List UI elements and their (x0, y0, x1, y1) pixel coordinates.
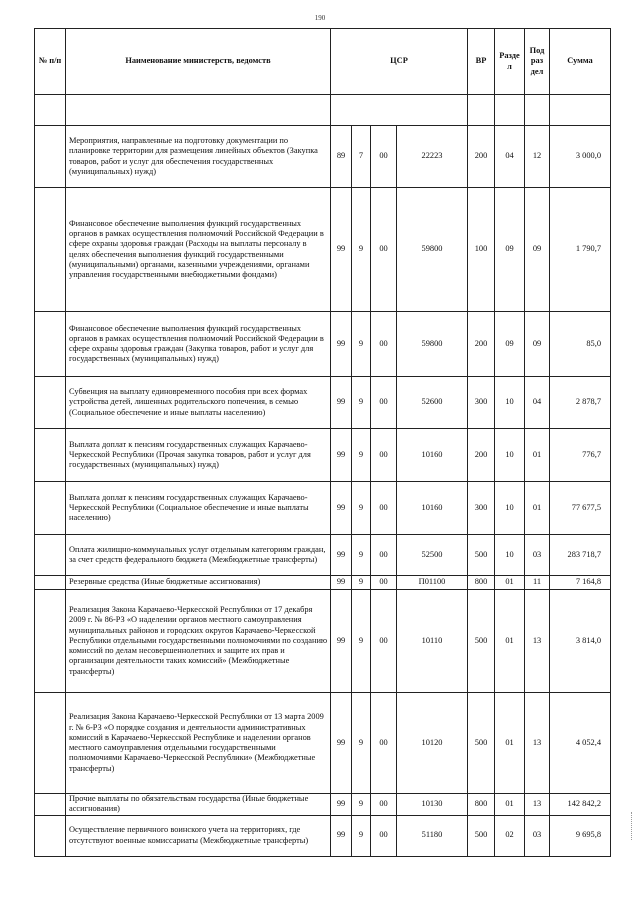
cell-num (35, 576, 66, 590)
cell-summa: 283 718,7 (550, 535, 611, 576)
cell-csr-1: 99 (331, 590, 352, 693)
cell-csr-3: 00 (371, 482, 397, 535)
cell-summa: 3 814,0 (550, 590, 611, 693)
cell-razdel: 09 (495, 312, 525, 377)
header-name: Наименование министерств, ведомств (66, 29, 331, 95)
cell-vr: 200 (468, 429, 495, 482)
cell-razdel: 10 (495, 535, 525, 576)
cell-razdel: 10 (495, 482, 525, 535)
cell-csr-4: 51180 (397, 815, 468, 856)
table-row (35, 482, 611, 535)
table-row (35, 794, 611, 816)
scan-margin-marks (631, 812, 634, 840)
table-body (35, 126, 611, 857)
cell-csr-2: 9 (352, 590, 371, 693)
cell-csr-1: 99 (331, 576, 352, 590)
table-header-row (35, 29, 611, 95)
cell-name: Финансовое обеспечение выполнения функций государственных органов в рамках осуществления полномочий Российской Федерации в сфере охраны здоровья граждан (Закупка товаров, работ и услуг для государственных (муниципальных) нужд) (66, 312, 331, 377)
cell-razdel: 02 (495, 815, 525, 856)
cell-podrazdel: 01 (525, 429, 550, 482)
cell-num (35, 815, 66, 856)
cell-csr-3: 00 (371, 815, 397, 856)
cell-csr-1: 99 (331, 535, 352, 576)
cell-csr-1: 99 (331, 377, 352, 429)
cell-razdel: 01 (495, 590, 525, 693)
cell-razdel: 10 (495, 429, 525, 482)
cell-csr-1: 89 (331, 126, 352, 188)
cell-podrazdel: 04 (525, 377, 550, 429)
table-row (35, 126, 611, 188)
cell-csr-3: 00 (371, 693, 397, 794)
cell-csr-3: 00 (371, 794, 397, 816)
cell-summa: 7 164,8 (550, 576, 611, 590)
cell-csr-2: 9 (352, 482, 371, 535)
cell-csr-2: 9 (352, 188, 371, 312)
cell-csr-4: 10130 (397, 794, 468, 816)
cell-summa: 4 052,4 (550, 693, 611, 794)
cell-name: Реализация Закона Карачаево-Черкесской Республики от 17 декабря 2009 г. № 86-РЗ «О наделении органов местного самоуправления муниципальных районов и городских округов Карачаево-Черкесской Республики отдельными государственными полномочиями по созданию комиссий по делам несовершеннолетних и защите их прав и организации деятельности таких комиссий» (Межбюджетные трансферты) (66, 590, 331, 693)
cell-csr-4: П01100 (397, 576, 468, 590)
cell-csr-1: 99 (331, 815, 352, 856)
cell-csr-2: 9 (352, 377, 371, 429)
cell-vr: 500 (468, 535, 495, 576)
cell-razdel: 04 (495, 126, 525, 188)
table-row (35, 693, 611, 794)
cell-csr-1: 99 (331, 188, 352, 312)
table-spacer-row (35, 95, 611, 126)
cell-csr-3: 00 (371, 312, 397, 377)
budget-table (34, 28, 611, 857)
header-num: № п/п (35, 29, 66, 95)
cell-csr-1: 99 (331, 429, 352, 482)
header-razdel: Разде л (495, 29, 525, 95)
table-row (35, 429, 611, 482)
cell-csr-2: 9 (352, 794, 371, 816)
cell-vr: 500 (468, 693, 495, 794)
cell-csr-1: 99 (331, 693, 352, 794)
cell-podrazdel: 13 (525, 693, 550, 794)
cell-csr-4: 10160 (397, 429, 468, 482)
cell-csr-4: 59800 (397, 312, 468, 377)
cell-csr-3: 00 (371, 188, 397, 312)
cell-summa: 77 677,5 (550, 482, 611, 535)
cell-podrazdel: 09 (525, 188, 550, 312)
cell-num (35, 429, 66, 482)
cell-razdel: 01 (495, 794, 525, 816)
page-number: 190 (314, 14, 326, 22)
cell-name: Осуществление первичного воинского учета на территориях, где отсутствуют военные комиссариаты (Межбюджетные трансферты) (66, 815, 331, 856)
cell-summa: 2 878,7 (550, 377, 611, 429)
cell-razdel: 09 (495, 188, 525, 312)
cell-vr: 800 (468, 794, 495, 816)
cell-name: Прочие выплаты по обязательствам государства (Иные бюджетные ассигнования) (66, 794, 331, 816)
cell-csr-1: 99 (331, 312, 352, 377)
cell-podrazdel: 03 (525, 815, 550, 856)
table-row (35, 535, 611, 576)
cell-podrazdel: 13 (525, 590, 550, 693)
cell-csr-3: 00 (371, 576, 397, 590)
cell-csr-2: 9 (352, 535, 371, 576)
cell-name: Выплата доплат к пенсиям государственных служащих Карачаево-Черкесской Республики (Социальное обеспечение и иные выплаты населению) (66, 482, 331, 535)
cell-csr-4: 52500 (397, 535, 468, 576)
cell-podrazdel: 03 (525, 535, 550, 576)
cell-csr-1: 99 (331, 794, 352, 816)
cell-csr-2: 9 (352, 312, 371, 377)
cell-num (35, 312, 66, 377)
table-row (35, 377, 611, 429)
cell-num (35, 126, 66, 188)
cell-razdel: 10 (495, 377, 525, 429)
table-row (35, 576, 611, 590)
cell-vr: 200 (468, 312, 495, 377)
cell-name: Мероприятия, направленные на подготовку документации по планировке территории для размещения линейных объектов (Закупка товаров, работ и услуг для обеспечения государственных (муниципальных) нужд) (66, 126, 331, 188)
cell-csr-2: 9 (352, 429, 371, 482)
cell-num (35, 590, 66, 693)
cell-csr-4: 10110 (397, 590, 468, 693)
cell-vr: 100 (468, 188, 495, 312)
cell-name: Реализация Закона Карачаево-Черкесской Республики от 13 марта 2009 г. № 6-РЗ «О порядке создания и деятельности административных комиссий в Карачаево-Черкесской Республике и наделении органов местного самоуправления отдельными государственными полномочиями Карачаево-Черкесской Республики» (Межбюджетные трансферты) (66, 693, 331, 794)
header-vr: ВР (468, 29, 495, 95)
cell-name: Оплата жилищно-коммунальных услуг отдельным категориям граждан, за счет средств федерального бюджета (Межбюджетные трансферты) (66, 535, 331, 576)
cell-razdel: 01 (495, 576, 525, 590)
cell-csr-4: 10120 (397, 693, 468, 794)
cell-vr: 300 (468, 482, 495, 535)
cell-num (35, 693, 66, 794)
cell-podrazdel: 09 (525, 312, 550, 377)
cell-csr-2: 7 (352, 126, 371, 188)
cell-num (35, 794, 66, 816)
cell-csr-4: 59800 (397, 188, 468, 312)
header-podrazdel: Под раз дел (525, 29, 550, 95)
cell-name: Субвенция на выплату единовременного пособия при всех формах устройства детей, лишенных родительского попечения, в семью (Социальное обеспечение и иные выплаты населению) (66, 377, 331, 429)
cell-name: Резервные средства (Иные бюджетные ассигнования) (66, 576, 331, 590)
cell-summa: 3 000,0 (550, 126, 611, 188)
cell-summa: 85,0 (550, 312, 611, 377)
table-row (35, 590, 611, 693)
cell-podrazdel: 01 (525, 482, 550, 535)
cell-podrazdel: 11 (525, 576, 550, 590)
table-row (35, 815, 611, 856)
header-csr: ЦСР (331, 29, 468, 95)
cell-summa: 142 842,2 (550, 794, 611, 816)
cell-csr-2: 9 (352, 693, 371, 794)
cell-num (35, 482, 66, 535)
cell-podrazdel: 13 (525, 794, 550, 816)
cell-num (35, 535, 66, 576)
header-summa: Сумма (550, 29, 611, 95)
cell-vr: 200 (468, 126, 495, 188)
cell-num (35, 377, 66, 429)
cell-num (35, 188, 66, 312)
cell-name: Выплата доплат к пенсиям государственных служащих Карачаево-Черкесской Республики (Прочая закупка товаров, работ и услуг для государственных (муниципальных) нужд) (66, 429, 331, 482)
cell-csr-1: 99 (331, 482, 352, 535)
cell-csr-2: 9 (352, 815, 371, 856)
cell-csr-3: 00 (371, 429, 397, 482)
cell-vr: 800 (468, 576, 495, 590)
table-row (35, 312, 611, 377)
cell-vr: 500 (468, 815, 495, 856)
cell-csr-4: 52600 (397, 377, 468, 429)
cell-summa: 1 790,7 (550, 188, 611, 312)
cell-csr-3: 00 (371, 535, 397, 576)
cell-razdel: 01 (495, 693, 525, 794)
table-row (35, 188, 611, 312)
cell-vr: 500 (468, 590, 495, 693)
cell-podrazdel: 12 (525, 126, 550, 188)
cell-csr-3: 00 (371, 590, 397, 693)
cell-csr-4: 10160 (397, 482, 468, 535)
cell-summa: 776,7 (550, 429, 611, 482)
cell-summa: 9 695,8 (550, 815, 611, 856)
cell-csr-3: 00 (371, 126, 397, 188)
cell-csr-3: 00 (371, 377, 397, 429)
cell-csr-2: 9 (352, 576, 371, 590)
cell-vr: 300 (468, 377, 495, 429)
cell-csr-4: 22223 (397, 126, 468, 188)
cell-name: Финансовое обеспечение выполнения функций государственных органов в рамках осуществления полномочий Российской Федерации в сфере охраны здоровья граждан (Расходы на выплаты персоналу в целях обеспечения выполнения функций государственными (муниципальными) органами, казенными учреждениями, органами управления государственными внебюджетными фондами) (66, 188, 331, 312)
